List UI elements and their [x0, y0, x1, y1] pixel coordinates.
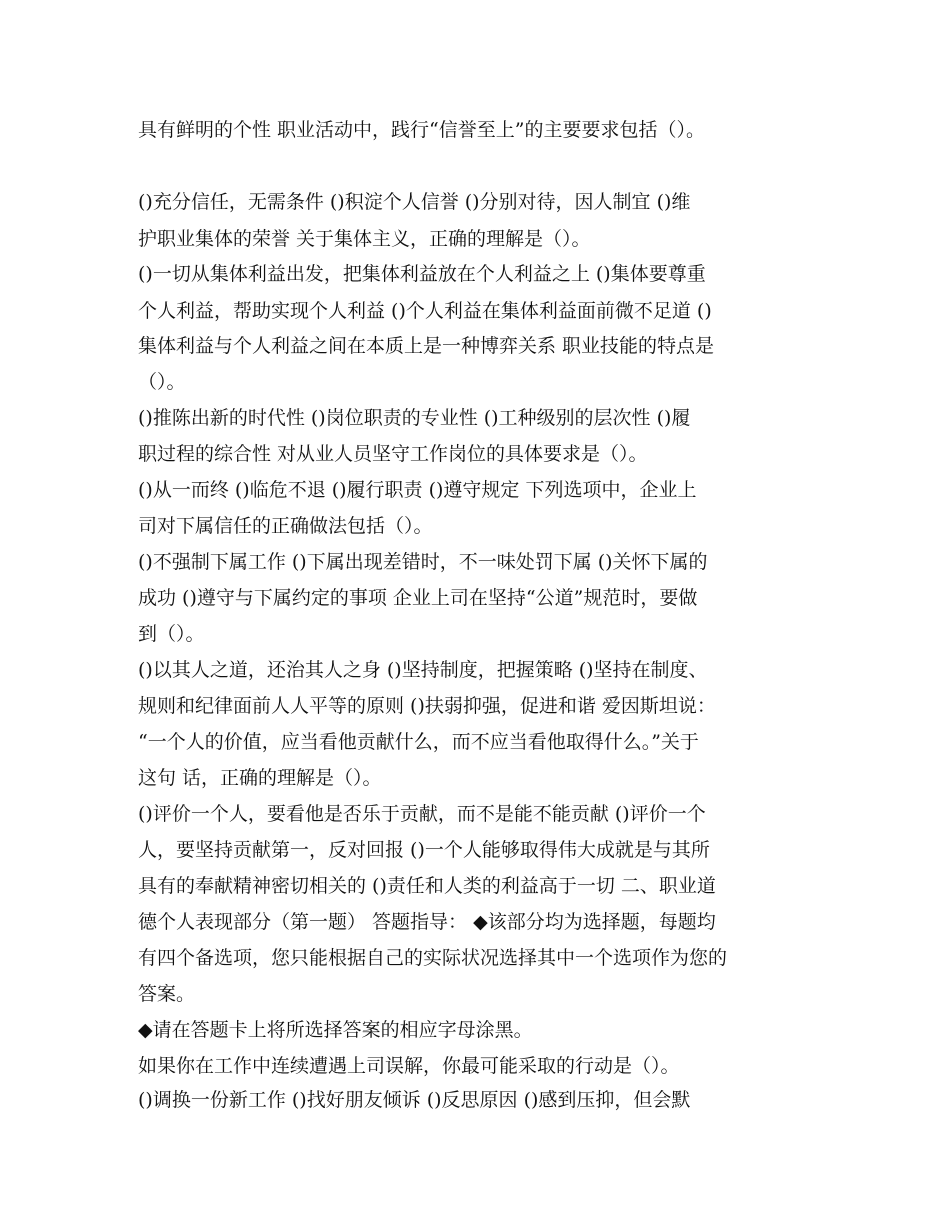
text-line: 司对下属信任的正确做法包括（）。 [138, 515, 433, 537]
text-line: 具有鲜明的个性 职业活动中，践行“信誉至上”的主要要求包括（）。 [138, 119, 705, 141]
text-line: 具有的奉献精神密切相关的 ()责任和人类的利益高于一切 二、职业道 [138, 875, 716, 897]
text-line: 集体利益与个人利益之间在本质上是一种博弈关系 职业技能的特点是 [138, 335, 715, 357]
text-line: ()一切从集体利益出发，把集体利益放在个人利益之上 ()集体要尊重 [138, 263, 706, 285]
text-line: ()从一而终 ()临危不退 ()履行职责 ()遵守规定 下列选项中，企业上 [138, 479, 697, 501]
text-line: 这句 话，正确的理解是（）。 [138, 767, 382, 789]
text-line: ()评价一个人，要看他是否乐于贡献，而不是能不能贡献 ()评价一个 [138, 803, 706, 825]
text-line: 成功 ()遵守与下属约定的事项 企业上司在坚持“公道”规范时，要做 [138, 587, 698, 609]
text-line: （）。 [138, 371, 186, 393]
text-line: 德个人表现部分（第一题） 答题指导： ◆该部分均为选择题，每题均 [138, 911, 716, 933]
text-line: 到（）。 [138, 623, 205, 645]
text-line: ()调换一份新工作 ()找好朋友倾诉 ()反思原因 ()感到压抑，但会默 [138, 1089, 691, 1111]
text-line: 个人利益，帮助实现个人利益 ()个人利益在集体利益面前微不足道 () [138, 300, 712, 322]
text-line: 如果你在工作中连续遭遇上司误解，你最可能采取的行动是（）。 [138, 1055, 680, 1077]
text-line: 规则和纪律面前人人平等的原则 ()扶弱抑强，促进和谐 爱因斯坦说： [138, 695, 716, 717]
text-line: ◆请在答题卡上将所选择答案的相应字母涂黑。 [138, 1019, 533, 1041]
text-line: 答案。 [138, 983, 196, 1005]
text-line: 有四个备选项，您只能根据自己的实际状况选择其中一个选项作为您的 [138, 947, 728, 969]
text-line: “一个人的价值，应当看他贡献什么，而不应当看他取得什么。”关于 [138, 731, 699, 753]
text-line: 人，要坚持贡献第一，反对回报 ()一个人能够取得伟大成就是与其所 [138, 839, 710, 861]
text-line: ()充分信任，无需条件 ()积淀个人信誉 ()分别对待，因人制宜 ()维 [138, 191, 691, 213]
text-line: ()不强制下属工作 ()下属出现差错时，不一味处罚下属 ()关怀下属的 [138, 551, 708, 573]
text-line: ()以其人之道，还治其人之身 ()坚持制度，把握策略 ()坚持在制度、 [138, 659, 708, 681]
text-line: ()推陈出新的时代性 ()岗位职责的专业性 ()工种级别的层次性 ()履 [138, 407, 691, 429]
text-line: 护职业集体的荣誉 关于集体主义，正确的理解是（）。 [138, 228, 591, 250]
text-line: 职过程的综合性 对从业人员坚守工作岗位的具体要求是（）。 [138, 443, 648, 465]
